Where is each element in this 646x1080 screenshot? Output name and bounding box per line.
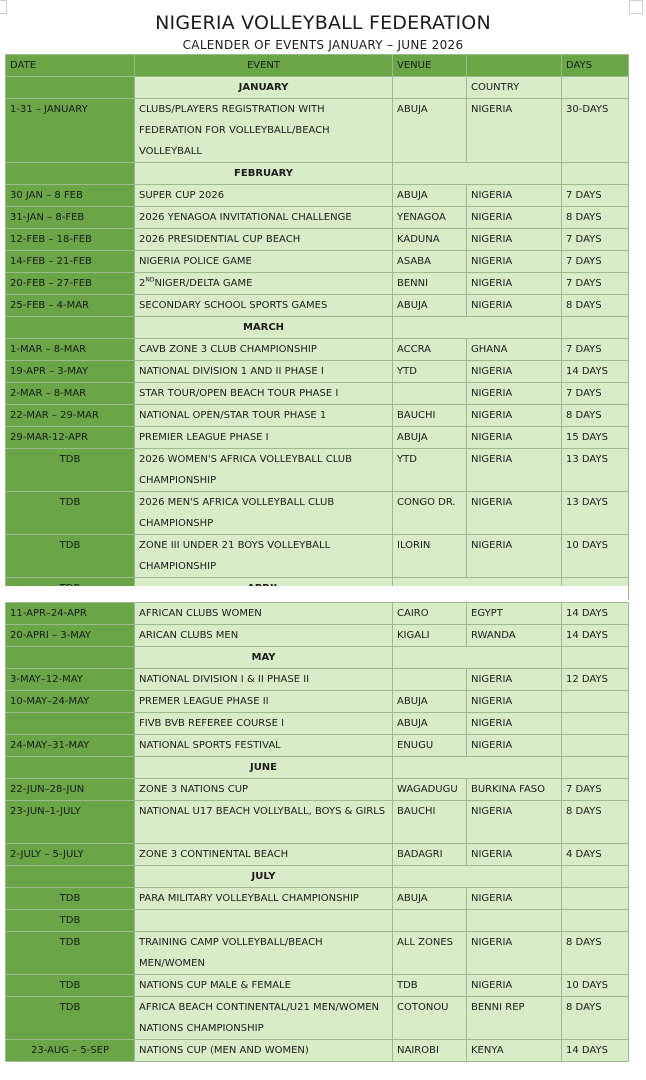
event-venue bbox=[393, 383, 467, 405]
month-row-filler bbox=[393, 317, 562, 339]
document-title: NIGERIA VOLLEYBALL FEDERATION bbox=[155, 12, 491, 34]
event-date: 30 JAN – 8 FEB bbox=[6, 185, 135, 207]
event-title: PREMER LEAGUE PHASE II bbox=[139, 696, 269, 707]
event-venue: CAIRO bbox=[393, 603, 467, 625]
event-name bbox=[135, 779, 393, 801]
event-name bbox=[135, 535, 393, 578]
event-date: 24-MAY–31-MAY bbox=[6, 735, 135, 757]
event-country: BENNI REP bbox=[467, 997, 562, 1040]
event-venue: WAGADUGU bbox=[393, 779, 467, 801]
event-days: 8 DAYS bbox=[562, 405, 629, 427]
event-days bbox=[562, 691, 629, 713]
event-country: NIGERIA bbox=[467, 383, 562, 405]
event-row bbox=[6, 603, 629, 625]
event-venue: BENNI bbox=[393, 273, 467, 295]
event-days: 13 DAYS bbox=[562, 449, 629, 492]
event-days: 4 DAYS bbox=[562, 844, 629, 866]
event-name bbox=[135, 691, 393, 713]
event-date: 1-MAR – 8-MAR bbox=[6, 339, 135, 361]
event-days: 8 DAYS bbox=[562, 932, 629, 975]
month-row bbox=[6, 163, 629, 185]
event-title: TRAINING CAMP VOLLEYBALL/BEACH MEN/WOMEN bbox=[139, 937, 323, 969]
event-title: AFRICA BEACH CONTINENTAL/U21 MEN/WOMEN NATIONS CHAMPIONSHIP bbox=[139, 1002, 380, 1034]
event-venue: BAUCHI bbox=[393, 405, 467, 427]
event-venue: YENAGOA bbox=[393, 207, 467, 229]
events-table-part-1 bbox=[5, 54, 629, 600]
event-title: NATIONAL OPEN/STAR TOUR PHASE 1 bbox=[139, 410, 327, 421]
event-row bbox=[6, 383, 629, 405]
event-title: 2026 WOMEN'S AFRICA VOLLEYBALL CLUB CHAMPIONSHIP bbox=[139, 454, 352, 486]
month-label: JANUARY bbox=[135, 77, 393, 99]
event-title: NATIONAL DIVISION I & II PHASE II bbox=[139, 674, 310, 685]
event-name bbox=[135, 229, 393, 251]
event-name bbox=[135, 910, 393, 932]
event-venue bbox=[393, 669, 467, 691]
event-title: SECONDARY SCHOOL SPORTS GAMES bbox=[139, 300, 328, 311]
event-row bbox=[6, 910, 629, 932]
event-date: TDB bbox=[6, 932, 135, 975]
event-title: NIGER/DELTA GAME bbox=[154, 278, 253, 289]
event-country: NIGERIA bbox=[467, 932, 562, 975]
event-country: NIGERIA bbox=[467, 207, 562, 229]
event-row bbox=[6, 691, 629, 713]
month-row-date bbox=[6, 317, 135, 339]
event-date: TDB bbox=[6, 535, 135, 578]
event-country: GHANA bbox=[467, 339, 562, 361]
event-country: NIGERIA bbox=[467, 273, 562, 295]
event-name bbox=[135, 669, 393, 691]
event-date: 22-JUN–28-JUN bbox=[6, 779, 135, 801]
month-row-date bbox=[6, 866, 135, 888]
event-days: 13 DAYS bbox=[562, 492, 629, 535]
event-title: PARA MILITARY VOLLEYBALL CHAMPIONSHIP bbox=[139, 893, 359, 904]
event-country: NIGERIA bbox=[467, 251, 562, 273]
event-date: 10-MAY–24-MAY bbox=[6, 691, 135, 713]
event-row bbox=[6, 535, 629, 578]
event-row bbox=[6, 888, 629, 910]
month-label: MARCH bbox=[135, 317, 393, 339]
event-country: NIGERIA bbox=[467, 975, 562, 997]
month-row-date bbox=[6, 77, 135, 99]
event-days: 30-DAYS bbox=[562, 99, 629, 163]
event-name bbox=[135, 99, 393, 163]
event-date: 1-31 – JANUARY bbox=[6, 99, 135, 163]
event-country: NIGERIA bbox=[467, 492, 562, 535]
month-row-days bbox=[562, 866, 629, 888]
event-name bbox=[135, 932, 393, 975]
event-title: 2026 YENAGOA INVITATIONAL CHALLENGE bbox=[139, 212, 352, 223]
event-name bbox=[135, 251, 393, 273]
event-ordinal-suffix: ND bbox=[145, 276, 155, 284]
event-venue: ABUJA bbox=[393, 713, 467, 735]
event-date: 20-FEB – 27-FEB bbox=[6, 273, 135, 295]
event-date: TDB bbox=[6, 997, 135, 1040]
event-date: 12-FEB – 18-FEB bbox=[6, 229, 135, 251]
event-venue bbox=[393, 910, 467, 932]
event-date: TDB bbox=[6, 975, 135, 997]
event-days: 14 DAYS bbox=[562, 603, 629, 625]
event-venue: ABUJA bbox=[393, 691, 467, 713]
event-title: NATIONAL SPORTS FESTIVAL bbox=[139, 740, 281, 751]
event-row bbox=[6, 405, 629, 427]
event-date: TDB bbox=[6, 910, 135, 932]
event-row bbox=[6, 295, 629, 317]
event-days: 8 DAYS bbox=[562, 997, 629, 1040]
event-name bbox=[135, 295, 393, 317]
event-days bbox=[562, 910, 629, 932]
event-days bbox=[562, 713, 629, 735]
event-row bbox=[6, 669, 629, 691]
event-name bbox=[135, 339, 393, 361]
event-row bbox=[6, 844, 629, 866]
event-venue: ACCRA bbox=[393, 339, 467, 361]
event-date: TDB bbox=[6, 449, 135, 492]
event-date: 14-FEB – 21-FEB bbox=[6, 251, 135, 273]
event-country: NIGERIA bbox=[467, 844, 562, 866]
month-row bbox=[6, 317, 629, 339]
event-country: NIGERIA bbox=[467, 427, 562, 449]
events-table-part-2 bbox=[5, 602, 629, 1062]
event-country: NIGERIA bbox=[467, 185, 562, 207]
event-venue: ENUGU bbox=[393, 735, 467, 757]
event-name bbox=[135, 844, 393, 866]
event-title: ZONE 3 CONTINENTAL BEACH bbox=[139, 849, 289, 860]
event-venue: ASABA bbox=[393, 251, 467, 273]
event-row bbox=[6, 492, 629, 535]
event-venue: ABUJA bbox=[393, 888, 467, 910]
event-venue: KADUNA bbox=[393, 229, 467, 251]
event-name bbox=[135, 185, 393, 207]
event-days: 8 DAYS bbox=[562, 295, 629, 317]
event-row bbox=[6, 975, 629, 997]
event-name bbox=[135, 405, 393, 427]
event-title: ARICAN CLUBS MEN bbox=[139, 630, 239, 641]
event-venue: YTD bbox=[393, 361, 467, 383]
event-date: 2-JULY – 5-JULY bbox=[6, 844, 135, 866]
event-venue: ALL ZONES bbox=[393, 932, 467, 975]
document-subtitle: CALENDER OF EVENTS JANUARY – JUNE 2026 bbox=[182, 38, 464, 52]
event-date: 11-APR–24-APR bbox=[6, 603, 135, 625]
event-row bbox=[6, 207, 629, 229]
event-venue: CONGO DR. bbox=[393, 492, 467, 535]
event-venue: ABUJA bbox=[393, 185, 467, 207]
event-date: 23-AUG – 5-SEP bbox=[6, 1040, 135, 1062]
event-row bbox=[6, 625, 629, 647]
event-name bbox=[135, 383, 393, 405]
event-row bbox=[6, 449, 629, 492]
month-row-days bbox=[562, 647, 629, 669]
event-title: 2026 MEN'S AFRICA VOLLEYBALL CLUB CHAMPIONSHP bbox=[139, 497, 335, 529]
event-country: NIGERIA bbox=[467, 735, 562, 757]
event-venue: ABUJA bbox=[393, 427, 467, 449]
date-column-header: DATE bbox=[6, 55, 135, 77]
event-title: CAVB ZONE 3 CLUB CHAMPIONSHIP bbox=[139, 344, 317, 355]
event-name bbox=[135, 273, 393, 295]
month-row-date bbox=[6, 647, 135, 669]
event-country: NIGERIA bbox=[467, 229, 562, 251]
event-title: ZONE 3 NATIONS CUP bbox=[139, 784, 249, 795]
event-days: 7 DAYS bbox=[562, 779, 629, 801]
event-country: EGYPT bbox=[467, 603, 562, 625]
event-date: 19-APR – 3-MAY bbox=[6, 361, 135, 383]
event-country: NIGERIA bbox=[467, 801, 562, 844]
month-row-venue bbox=[393, 77, 467, 99]
event-name bbox=[135, 427, 393, 449]
month-row bbox=[6, 757, 629, 779]
month-label: MAY bbox=[135, 647, 393, 669]
month-row bbox=[6, 866, 629, 888]
event-days: 12 DAYS bbox=[562, 669, 629, 691]
month-label: JUNE bbox=[135, 757, 393, 779]
event-title: NATIONAL DIVISION 1 AND II PHASE I bbox=[139, 366, 324, 377]
event-days: 8 DAYS bbox=[562, 207, 629, 229]
event-venue: BAUCHI bbox=[393, 801, 467, 844]
event-days: 10 DAYS bbox=[562, 535, 629, 578]
event-days: 7 DAYS bbox=[562, 339, 629, 361]
event-title: FIVB BVB REFEREE COURSE I bbox=[139, 718, 285, 729]
event-column-header: EVENT bbox=[135, 55, 393, 77]
event-title: ZONE III UNDER 21 BOYS VOLLEYBALL CHAMPIONSHIP bbox=[139, 540, 331, 572]
event-country: NIGERIA bbox=[467, 361, 562, 383]
event-country: RWANDA bbox=[467, 625, 562, 647]
event-name bbox=[135, 361, 393, 383]
event-name bbox=[135, 713, 393, 735]
event-name bbox=[135, 975, 393, 997]
event-date: TDB bbox=[6, 888, 135, 910]
event-title: NATIONAL U17 BEACH VOLLYBALL, BOYS & GIRLS bbox=[139, 806, 386, 817]
event-country: NIGERIA bbox=[467, 99, 562, 163]
event-row bbox=[6, 99, 629, 163]
event-days bbox=[562, 735, 629, 757]
event-row bbox=[6, 185, 629, 207]
event-venue: ILORIN bbox=[393, 535, 467, 578]
month-row bbox=[6, 77, 629, 99]
month-row-days bbox=[562, 757, 629, 779]
event-name bbox=[135, 625, 393, 647]
event-country: NIGERIA bbox=[467, 713, 562, 735]
page-break bbox=[5, 586, 628, 602]
month-row-days bbox=[562, 317, 629, 339]
month-row-filler bbox=[393, 866, 562, 888]
event-date: 25-FEB – 4-MAR bbox=[6, 295, 135, 317]
event-days: 7 DAYS bbox=[562, 273, 629, 295]
event-name bbox=[135, 888, 393, 910]
event-ordinal: 2 bbox=[139, 278, 146, 289]
table-header-row bbox=[6, 55, 629, 77]
country-column-header bbox=[467, 55, 562, 77]
event-row bbox=[6, 273, 629, 295]
event-venue: BADAGRI bbox=[393, 844, 467, 866]
month-label: JULY bbox=[135, 866, 393, 888]
event-date: 20-APRI – 3-MAY bbox=[6, 625, 135, 647]
event-name bbox=[135, 492, 393, 535]
event-title: PREMIER LEAGUE PHASE I bbox=[139, 432, 269, 443]
event-days: 14 DAYS bbox=[562, 1040, 629, 1062]
month-row-days bbox=[562, 163, 629, 185]
event-row bbox=[6, 997, 629, 1040]
event-row bbox=[6, 427, 629, 449]
event-row bbox=[6, 932, 629, 975]
event-title: CLUBS/PLAYERS REGISTRATION WITH FEDERATION FOR VOLLEYBALL/BEACH VOLLEYBALL bbox=[139, 104, 330, 157]
event-title: STAR TOUR/OPEN BEACH TOUR PHASE I bbox=[139, 388, 339, 399]
event-venue: KIGALI bbox=[393, 625, 467, 647]
event-venue: ABUJA bbox=[393, 99, 467, 163]
event-title: SUPER CUP 2026 bbox=[139, 190, 225, 201]
event-country bbox=[467, 910, 562, 932]
event-row bbox=[6, 735, 629, 757]
event-row bbox=[6, 801, 629, 844]
event-country: NIGERIA bbox=[467, 691, 562, 713]
event-name bbox=[135, 735, 393, 757]
event-days: 7 DAYS bbox=[562, 185, 629, 207]
event-title: 2026 PRESIDENTIAL CUP BEACH bbox=[139, 234, 301, 245]
event-venue: YTD bbox=[393, 449, 467, 492]
event-name bbox=[135, 1040, 393, 1062]
event-name bbox=[135, 449, 393, 492]
month-row-filler bbox=[393, 757, 562, 779]
event-title: NATIONS CUP MALE & FEMALE bbox=[139, 980, 291, 991]
event-date: 31-JAN – 8-FEB bbox=[6, 207, 135, 229]
event-country: NIGERIA bbox=[467, 405, 562, 427]
event-days: 14 DAYS bbox=[562, 625, 629, 647]
event-row bbox=[6, 251, 629, 273]
event-date: TDB bbox=[6, 492, 135, 535]
event-days bbox=[562, 888, 629, 910]
event-row bbox=[6, 361, 629, 383]
event-country: KENYA bbox=[467, 1040, 562, 1062]
event-row bbox=[6, 779, 629, 801]
event-venue: ABUJA bbox=[393, 295, 467, 317]
country-column-header: COUNTRY bbox=[467, 77, 562, 99]
event-row bbox=[6, 229, 629, 251]
event-date bbox=[6, 713, 135, 735]
month-row-date bbox=[6, 163, 135, 185]
event-venue: TDB bbox=[393, 975, 467, 997]
event-date: 3-MAY–12-MAY bbox=[6, 669, 135, 691]
event-date: 2-MAR – 8-MAR bbox=[6, 383, 135, 405]
event-country: NIGERIA bbox=[467, 888, 562, 910]
event-date: 29-MAR-12-APR bbox=[6, 427, 135, 449]
event-name bbox=[135, 997, 393, 1040]
event-date: 22-MAR – 29-MAR bbox=[6, 405, 135, 427]
event-days: 7 DAYS bbox=[562, 383, 629, 405]
event-days: 7 DAYS bbox=[562, 251, 629, 273]
month-label: FEBRUARY bbox=[135, 163, 393, 185]
event-days: 8 DAYS bbox=[562, 801, 629, 844]
month-row bbox=[6, 647, 629, 669]
days-column-header: DAYS bbox=[562, 55, 629, 77]
event-country: NIGERIA bbox=[467, 535, 562, 578]
event-days: 15 DAYS bbox=[562, 427, 629, 449]
event-country: NIGERIA bbox=[467, 669, 562, 691]
event-country: NIGERIA bbox=[467, 295, 562, 317]
event-country: BURKINA FASO bbox=[467, 779, 562, 801]
event-row bbox=[6, 713, 629, 735]
month-row-date bbox=[6, 757, 135, 779]
event-title: NATIONS CUP (MEN AND WOMEN) bbox=[139, 1045, 309, 1056]
month-row-filler bbox=[393, 163, 562, 185]
venue-column-header: VENUE bbox=[393, 55, 467, 77]
event-venue: COTONOU bbox=[393, 997, 467, 1040]
event-name bbox=[135, 603, 393, 625]
event-row bbox=[6, 1040, 629, 1062]
event-venue: NAIROBI bbox=[393, 1040, 467, 1062]
event-days: 14 DAYS bbox=[562, 361, 629, 383]
event-date: 23-JUN–1-JULY bbox=[6, 801, 135, 844]
month-row-days bbox=[562, 77, 629, 99]
event-name bbox=[135, 801, 393, 844]
event-country: NIGERIA bbox=[467, 449, 562, 492]
event-row bbox=[6, 339, 629, 361]
event-days: 7 DAYS bbox=[562, 229, 629, 251]
event-name bbox=[135, 207, 393, 229]
event-title: AFRICAN CLUBS WOMEN bbox=[139, 608, 262, 619]
event-days: 10 DAYS bbox=[562, 975, 629, 997]
month-row-filler bbox=[393, 647, 562, 669]
event-title: NIGERIA POLICE GAME bbox=[139, 256, 252, 267]
